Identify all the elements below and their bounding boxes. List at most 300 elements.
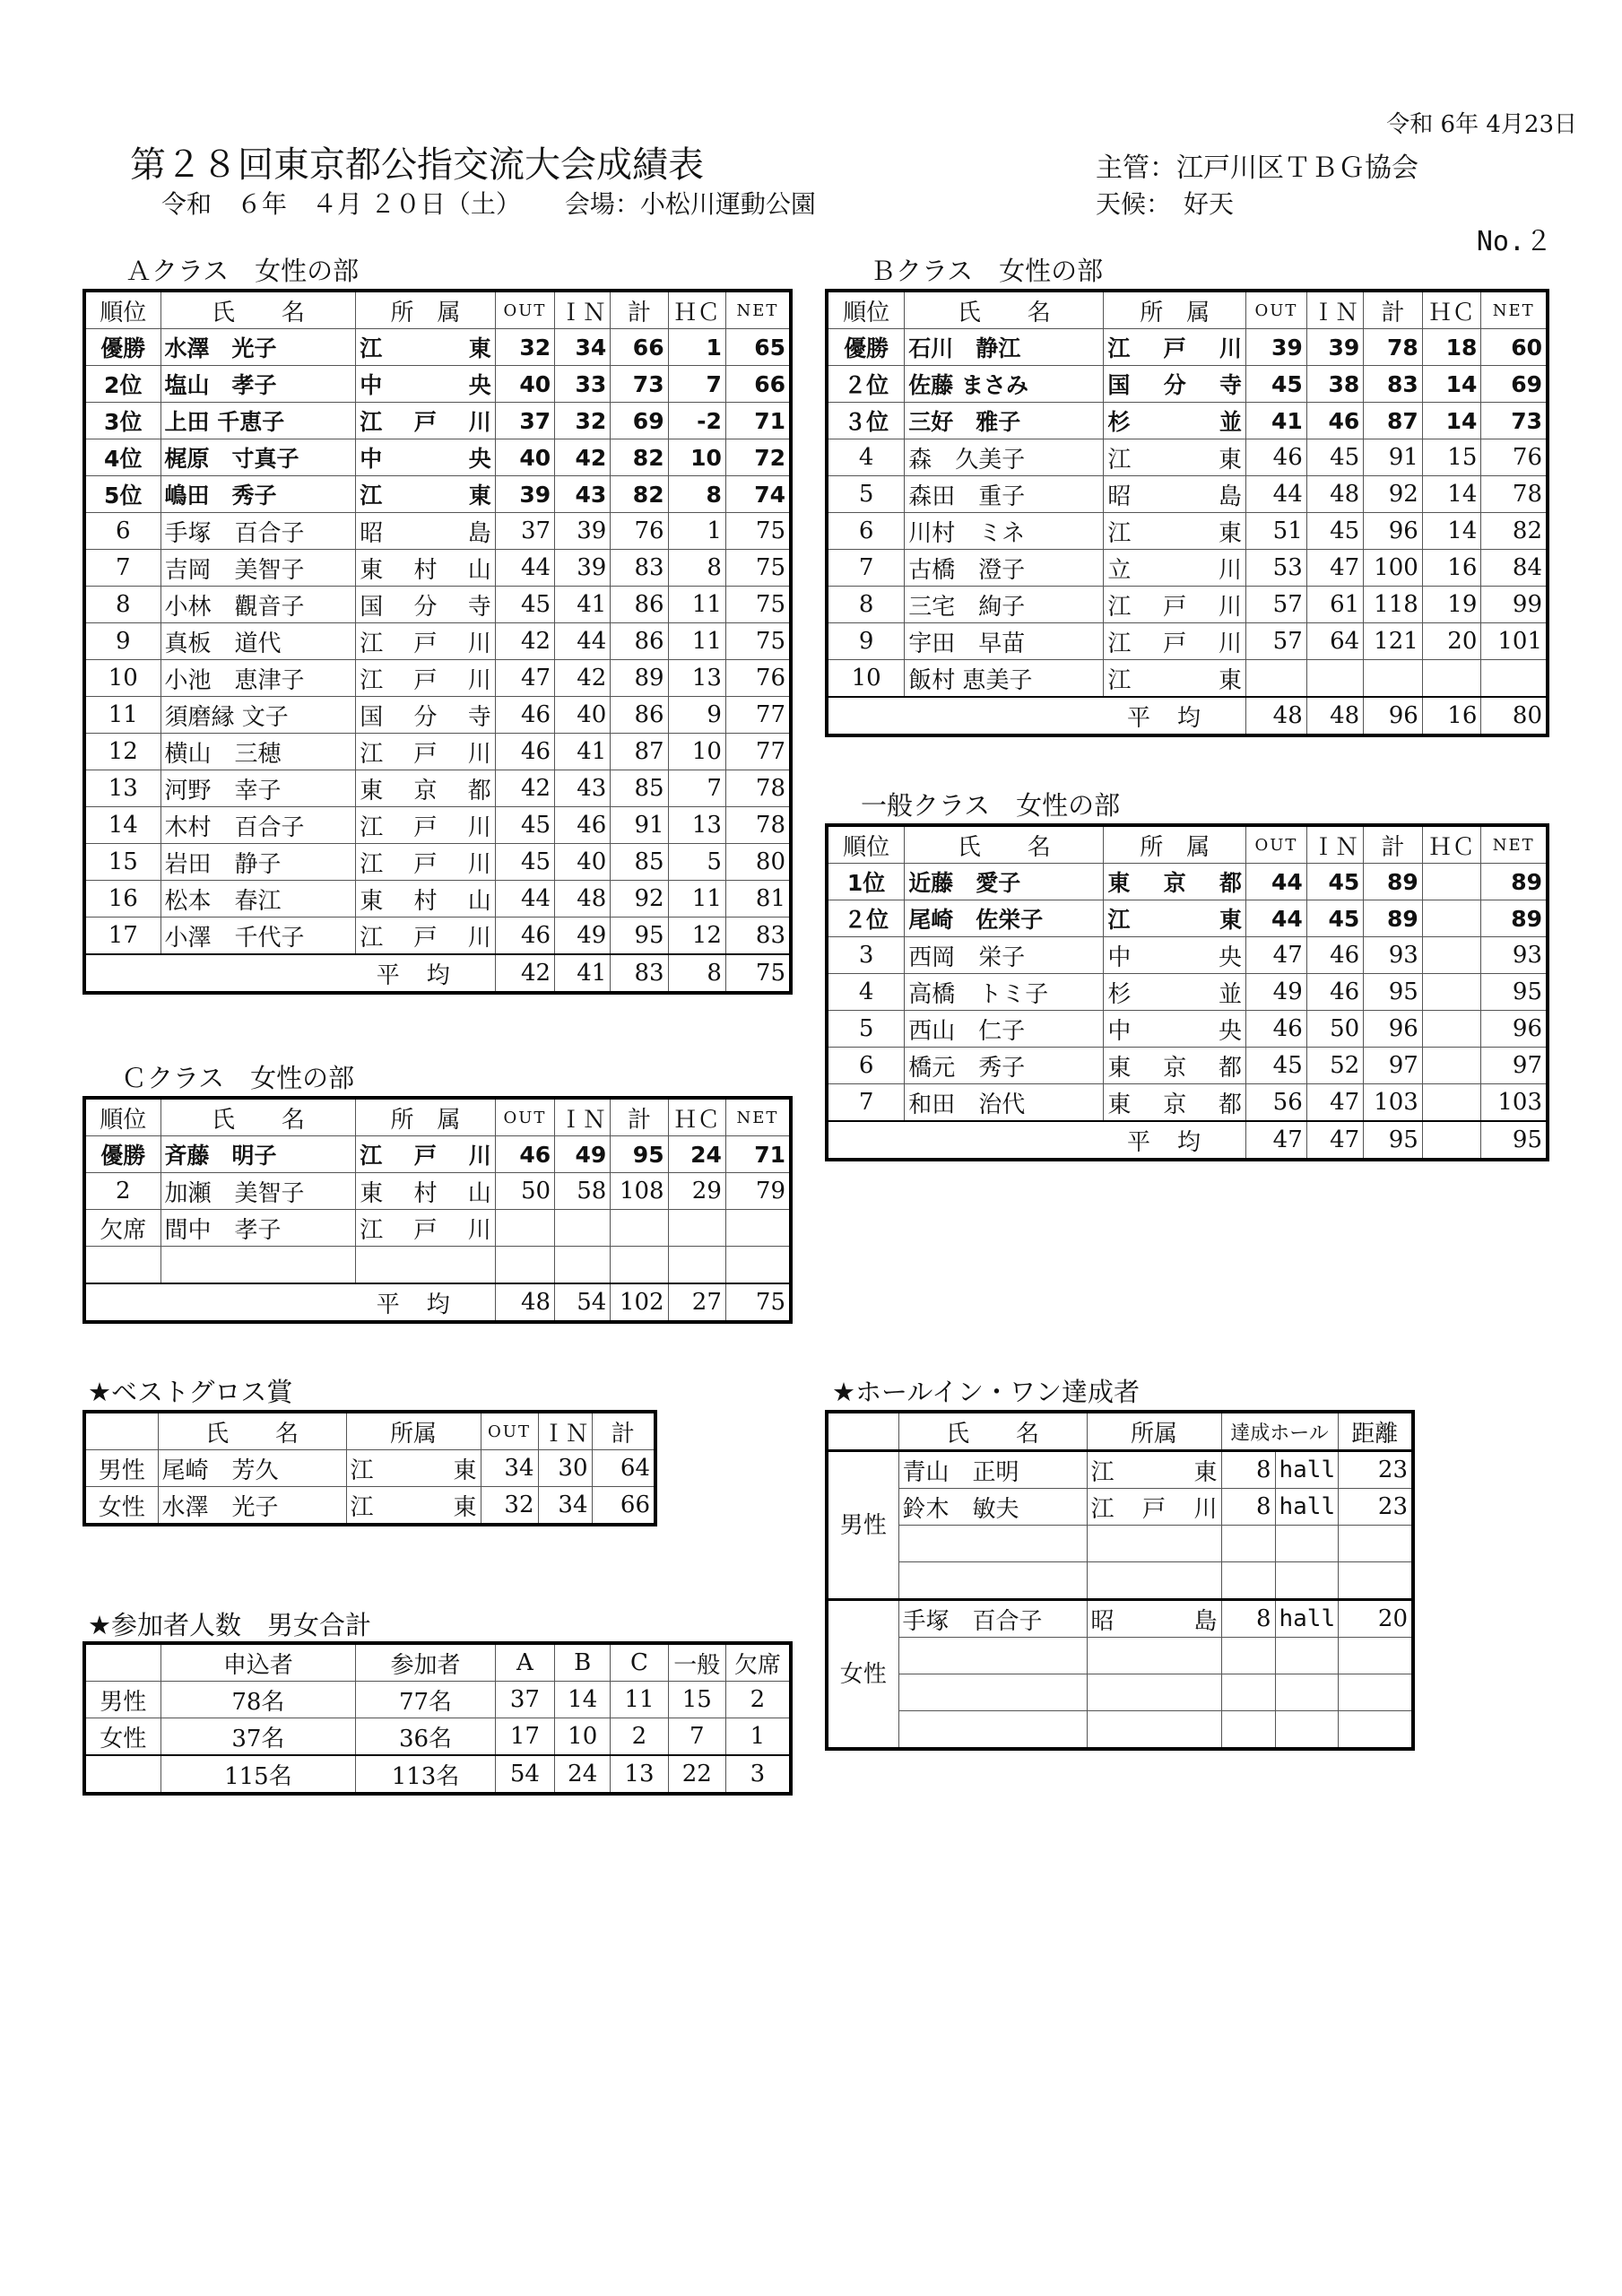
- cell-affiliation: 江 戸 川: [356, 623, 496, 660]
- cell-total: 83: [611, 550, 668, 587]
- cell-affiliation: 江 戸 川: [356, 918, 496, 955]
- cell-affiliation: 江 戸 川: [356, 660, 496, 697]
- table-row: [827, 1084, 1548, 1122]
- cell-affiliation: 昭 島: [1104, 476, 1246, 513]
- cell-in: 58: [555, 1173, 611, 1210]
- cell-hc: 14: [1422, 476, 1481, 513]
- male-label: 男性: [827, 1451, 898, 1600]
- cell-total: 91: [611, 807, 668, 844]
- cell-affiliation: 江 戸 川: [356, 734, 496, 770]
- cell-hole: [1221, 1638, 1275, 1674]
- cell-out: 45: [1246, 1048, 1307, 1084]
- column-header-total: 計: [1364, 825, 1423, 864]
- cell-affiliation: [1087, 1562, 1221, 1600]
- cell-name: [898, 1711, 1087, 1750]
- cell-in: 39: [555, 550, 611, 587]
- cell-total: 66: [611, 329, 668, 366]
- cell-rank: 9: [84, 623, 160, 660]
- cell-affiliation: 江 東: [1104, 900, 1246, 937]
- cell-net: 81: [725, 881, 791, 918]
- column-header-affiliation: 所属: [1087, 1412, 1221, 1451]
- table-row: [827, 476, 1548, 513]
- cell-in: 30: [538, 1450, 592, 1487]
- table-row: [84, 844, 791, 881]
- cell-out: 34: [481, 1450, 538, 1487]
- table-row: [827, 1451, 1413, 1489]
- average-in: 41: [555, 954, 611, 993]
- cell-hole: [1221, 1526, 1275, 1562]
- column-header-name: 氏 名: [905, 825, 1104, 864]
- cell-out: 45: [495, 587, 554, 623]
- cell-name: 小林 觀音子: [160, 587, 356, 623]
- column-header-net: NET: [1481, 291, 1548, 329]
- cell-participants: 113名: [356, 1755, 496, 1794]
- cell-in: 45: [1306, 864, 1363, 900]
- cell-name: 宇田 早苗: [905, 623, 1104, 660]
- cell-name: 西山 仁子: [905, 1011, 1104, 1048]
- cell-in: 38: [1306, 366, 1363, 403]
- cell-total: 86: [611, 697, 668, 734]
- cell-in: 42: [555, 660, 611, 697]
- cell-hole-unit: hall: [1275, 1489, 1338, 1526]
- cell-net: [725, 1247, 791, 1284]
- cell-hc: 10: [668, 439, 725, 476]
- cell-total: 85: [611, 770, 668, 807]
- table-row: [84, 366, 791, 403]
- cell-total: 73: [611, 366, 668, 403]
- average-label: 平均: [84, 1283, 495, 1322]
- cell-in: 47: [1306, 1084, 1363, 1122]
- cell-name: 橋元 秀子: [905, 1048, 1104, 1084]
- cell-affiliation: [1087, 1638, 1221, 1674]
- cell-net: 83: [725, 918, 791, 955]
- cell-affiliation: 東 村 山: [356, 1173, 496, 1210]
- column-header-out: OUT: [495, 291, 554, 329]
- cell-net: 84: [1481, 550, 1548, 587]
- cell-hole-unit: [1275, 1638, 1338, 1674]
- column-header-in: ＩＮ: [555, 1098, 611, 1136]
- cell-affiliation: 江 戸 川: [1104, 623, 1246, 660]
- cell-out: 37: [495, 513, 554, 550]
- average-net: 80: [1481, 697, 1548, 735]
- column-header-out: OUT: [495, 1098, 554, 1136]
- cell-name: 小池 恵津子: [160, 660, 356, 697]
- cell-name: 三宅 絢子: [905, 587, 1104, 623]
- average-out: 47: [1246, 1121, 1307, 1160]
- cell-hc: [1422, 864, 1481, 900]
- cell-in: 42: [555, 439, 611, 476]
- cell-rank: 2: [84, 1173, 160, 1210]
- cell-name: 加瀬 美智子: [160, 1173, 356, 1210]
- cell-hc: 10: [668, 734, 725, 770]
- cell-out: 42: [495, 770, 554, 807]
- cell-name: 森田 重子: [905, 476, 1104, 513]
- cell-general: 7: [668, 1718, 725, 1756]
- table-row: [84, 1136, 791, 1173]
- header-row: [84, 291, 791, 329]
- cell-out: 39: [1246, 329, 1307, 366]
- average-hc: 27: [668, 1283, 725, 1322]
- cell-hc: 29: [668, 1173, 725, 1210]
- average-row: [827, 697, 1548, 735]
- table-row: [84, 439, 791, 476]
- cell-hc: 8: [668, 476, 725, 513]
- cell-total: 85: [611, 844, 668, 881]
- cell-hc: 15: [1422, 439, 1481, 476]
- cell-in: 46: [1306, 937, 1363, 974]
- class-general-title: 一般クラス 女性の部: [861, 790, 1121, 821]
- cell-distance: 23: [1338, 1489, 1413, 1526]
- cell-in: 64: [1306, 623, 1363, 660]
- average-in: 54: [555, 1283, 611, 1322]
- table-row: [84, 1210, 791, 1247]
- table-row: [84, 881, 791, 918]
- average-net: 75: [725, 954, 791, 993]
- cell-general: 22: [668, 1755, 725, 1794]
- column-header-name: 氏 名: [160, 1098, 356, 1136]
- column-header-b: B: [555, 1643, 611, 1682]
- column-header-name: 氏 名: [905, 291, 1104, 329]
- cell-name: 木村 百合子: [160, 807, 356, 844]
- table-row: [84, 513, 791, 550]
- cell-hole: 8: [1221, 1600, 1275, 1638]
- cell-name: 嶋田 秀子: [160, 476, 356, 513]
- cell-rank: 6: [827, 513, 905, 550]
- cell-rank: 10: [84, 660, 160, 697]
- cell-name: 西岡 栄子: [905, 937, 1104, 974]
- cell-in: 43: [555, 770, 611, 807]
- cell-in: [1306, 660, 1363, 698]
- cell-net: 75: [725, 550, 791, 587]
- cell-gender: [84, 1755, 160, 1794]
- cell-hc: 5: [668, 844, 725, 881]
- cell-hole-unit: [1275, 1674, 1338, 1711]
- weather: 天候： 好天: [1096, 189, 1235, 219]
- table-row: [827, 403, 1548, 439]
- cell-affiliation: 江 東: [1087, 1451, 1221, 1489]
- table-row: [827, 329, 1548, 366]
- cell-net: 79: [725, 1173, 791, 1210]
- column-header-rank: 順位: [84, 1098, 160, 1136]
- cell-out: 47: [1246, 937, 1307, 974]
- cell-in: 61: [1306, 587, 1363, 623]
- cell-out: 47: [495, 660, 554, 697]
- column-header-name: 氏 名: [898, 1412, 1087, 1451]
- column-header-total: 計: [611, 291, 668, 329]
- hole-in-one-table: [825, 1410, 1415, 1751]
- cell-in: 44: [555, 623, 611, 660]
- column-header-affiliation: 所 属: [356, 291, 496, 329]
- cell-affiliation: 江 東: [346, 1487, 481, 1526]
- column-header-hc: ＨＣ: [668, 1098, 725, 1136]
- cell-gender: 女性: [84, 1487, 158, 1526]
- cell-name: [898, 1638, 1087, 1674]
- cell-total: [1364, 660, 1423, 698]
- cell-net: 73: [1481, 403, 1548, 439]
- cell-total: 89: [1364, 864, 1423, 900]
- cell-affiliation: 東 村 山: [356, 881, 496, 918]
- cell-net: 71: [725, 1136, 791, 1173]
- cell-affiliation: 東 京 都: [1104, 1084, 1246, 1122]
- best-gross-title: ★ベストグロス賞: [88, 1377, 293, 1407]
- cell-total: 83: [1364, 366, 1423, 403]
- cell-name: 塩山 孝子: [160, 366, 356, 403]
- cell-out: 41: [1246, 403, 1307, 439]
- average-in: 48: [1306, 697, 1363, 735]
- cell-net: [725, 1210, 791, 1247]
- table-row: [827, 623, 1548, 660]
- average-row: [84, 1283, 791, 1322]
- column-header-out: OUT: [1246, 291, 1307, 329]
- cell-rank: 14: [84, 807, 160, 844]
- cell-distance: 23: [1338, 1451, 1413, 1489]
- column-header-in: ＩＮ: [538, 1412, 592, 1450]
- cell-name: 近藤 愛子: [905, 864, 1104, 900]
- cell-hc: 9: [668, 697, 725, 734]
- cell-hc: 7: [668, 770, 725, 807]
- cell-hc: [1422, 974, 1481, 1011]
- cell-net: [1481, 660, 1548, 698]
- cell-net: 75: [725, 623, 791, 660]
- cell-out: 32: [481, 1487, 538, 1526]
- cell-total: 121: [1364, 623, 1423, 660]
- cell-hc: [1422, 660, 1481, 698]
- cell-rank: 6: [827, 1048, 905, 1084]
- cell-rank: 5位: [84, 476, 160, 513]
- cell-in: 34: [538, 1487, 592, 1526]
- cell-name: 河野 幸子: [160, 770, 356, 807]
- cell-name: 石川 静江: [905, 329, 1104, 366]
- cell-hc: [668, 1210, 725, 1247]
- cell-net: 96: [1481, 1011, 1548, 1048]
- cell-total: 97: [1364, 1048, 1423, 1084]
- cell-in: 52: [1306, 1048, 1363, 1084]
- cell-hole: [1221, 1711, 1275, 1750]
- page-number: No.２: [1476, 226, 1552, 257]
- cell-name: 飯村 恵美子: [905, 660, 1104, 698]
- cell-name: 和田 治代: [905, 1084, 1104, 1122]
- cell-net: 78: [725, 770, 791, 807]
- cell-hc: [1422, 1048, 1481, 1084]
- column-header-total: 計: [611, 1098, 668, 1136]
- cell-rank: 15: [84, 844, 160, 881]
- event-date-venue: [161, 185, 852, 221]
- cell-in: 41: [555, 587, 611, 623]
- cell-hc: [1422, 937, 1481, 974]
- cell-rank: 2位: [84, 366, 160, 403]
- cell-name: 高橋 トミ子: [905, 974, 1104, 1011]
- table-row: [84, 403, 791, 439]
- average-out: 48: [495, 1283, 554, 1322]
- cell-hc: 11: [668, 881, 725, 918]
- column-header-in: ＩＮ: [1306, 291, 1363, 329]
- table-row: [827, 439, 1548, 476]
- header-row: [827, 291, 1548, 329]
- cell-out: 44: [1246, 900, 1307, 937]
- table-row: [827, 1674, 1413, 1711]
- cell-net: 77: [725, 734, 791, 770]
- cell-out: 39: [495, 476, 554, 513]
- cell-in: 49: [555, 1136, 611, 1173]
- document-date: 令和 6年 4月23日: [1386, 111, 1577, 138]
- class-a-title: Ａクラス 女性の部: [126, 256, 360, 286]
- cell-out: 46: [495, 918, 554, 955]
- cell-affiliation: 東 村 山: [356, 550, 496, 587]
- cell-affiliation: 中 央: [356, 439, 496, 476]
- column-header-net: NET: [725, 1098, 791, 1136]
- cell-hc: -2: [668, 403, 725, 439]
- cell-hole-unit: [1275, 1562, 1338, 1600]
- cell-rank: 4位: [84, 439, 160, 476]
- cell-hc: 11: [668, 623, 725, 660]
- cell-name: 真板 道代: [160, 623, 356, 660]
- average-hc: 16: [1422, 697, 1481, 735]
- cell-name: 尾崎 芳久: [158, 1450, 346, 1487]
- cell-out: [495, 1247, 554, 1284]
- column-header-gender: [84, 1412, 158, 1450]
- cell-distance: 20: [1338, 1600, 1413, 1638]
- cell-out: 44: [495, 881, 554, 918]
- cell-a: 54: [495, 1755, 554, 1794]
- cell-in: 46: [555, 807, 611, 844]
- event-venue: 会場：小松川運動公園: [564, 189, 816, 219]
- cell-rank: 5: [827, 476, 905, 513]
- cell-total: 91: [1364, 439, 1423, 476]
- cell-net: 75: [725, 513, 791, 550]
- cell-hole-unit: hall: [1275, 1600, 1338, 1638]
- cell-affiliation: 江 戸 川: [356, 807, 496, 844]
- cell-hc: 20: [1422, 623, 1481, 660]
- cell-total: 93: [1364, 937, 1423, 974]
- column-header-applicants: 申込者: [160, 1643, 356, 1682]
- column-header-name: 氏 名: [158, 1412, 346, 1450]
- cell-in: 45: [1306, 900, 1363, 937]
- cell-net: 93: [1481, 937, 1548, 974]
- cell-out: 57: [1246, 587, 1307, 623]
- cell-rank: 欠席: [84, 1210, 160, 1247]
- female-label: 女性: [827, 1600, 898, 1750]
- cell-distance: [1338, 1674, 1413, 1711]
- cell-out: 46: [1246, 439, 1307, 476]
- class-b-table: [825, 289, 1549, 737]
- table-row: [84, 1450, 655, 1487]
- cell-net: 89: [1481, 864, 1548, 900]
- cell-name: 佐藤 まさみ: [905, 366, 1104, 403]
- cell-total: [611, 1247, 668, 1284]
- cell-out: 46: [495, 697, 554, 734]
- column-header-hole: 達成ホール: [1221, 1412, 1338, 1451]
- table-row: [84, 734, 791, 770]
- participants-title: ★参加者人数 男女合計: [88, 1610, 371, 1640]
- cell-rank: 11: [84, 697, 160, 734]
- cell-out: 50: [495, 1173, 554, 1210]
- cell-name: [160, 1247, 356, 1284]
- cell-rank: 6: [84, 513, 160, 550]
- cell-gender: 男性: [84, 1450, 158, 1487]
- cell-in: 39: [1306, 329, 1363, 366]
- cell-out: 44: [1246, 864, 1307, 900]
- cell-name: 古橋 澄子: [905, 550, 1104, 587]
- cell-in: [555, 1210, 611, 1247]
- table-row: [84, 918, 791, 955]
- cell-total: 66: [592, 1487, 655, 1526]
- cell-affiliation: 江 戸 川: [1087, 1489, 1221, 1526]
- cell-rank: 7: [827, 550, 905, 587]
- cell-name: 小澤 千代子: [160, 918, 356, 955]
- cell-total: 118: [1364, 587, 1423, 623]
- cell-net: 89: [1481, 900, 1548, 937]
- class-a-table: [82, 289, 793, 995]
- cell-rank: 優勝: [84, 329, 160, 366]
- cell-in: 48: [1306, 476, 1363, 513]
- average-label: 平均: [827, 1121, 1246, 1160]
- cell-c: 2: [611, 1718, 668, 1756]
- cell-name: 梶原 寸真子: [160, 439, 356, 476]
- class-b-title: Ｂクラス 女性の部: [870, 256, 1104, 286]
- cell-hc: [1422, 900, 1481, 937]
- table-row: [84, 1487, 655, 1526]
- average-out: 42: [495, 954, 554, 993]
- cell-out: 46: [495, 734, 554, 770]
- cell-name: 森 久美子: [905, 439, 1104, 476]
- table-row: [84, 329, 791, 366]
- cell-affiliation: 昭 島: [1087, 1600, 1221, 1638]
- cell-b: 14: [555, 1682, 611, 1718]
- cell-total: 86: [611, 623, 668, 660]
- average-total: 102: [611, 1283, 668, 1322]
- cell-general: 15: [668, 1682, 725, 1718]
- cell-name: 鈴木 敏夫: [898, 1489, 1087, 1526]
- cell-affiliation: 江 戸 川: [1104, 587, 1246, 623]
- cell-net: 71: [725, 403, 791, 439]
- cell-distance: [1338, 1638, 1413, 1674]
- cell-net: 78: [725, 807, 791, 844]
- cell-out: 45: [1246, 366, 1307, 403]
- cell-name: 手塚 百合子: [160, 513, 356, 550]
- cell-out: 49: [1246, 974, 1307, 1011]
- average-label: 平均: [84, 954, 495, 993]
- average-total: 95: [1364, 1121, 1423, 1160]
- cell-total: 87: [1364, 403, 1423, 439]
- cell-total: 108: [611, 1173, 668, 1210]
- cell-net: 101: [1481, 623, 1548, 660]
- column-header-distance: 距離: [1338, 1412, 1413, 1451]
- table-row: [827, 1711, 1413, 1750]
- cell-out: 37: [495, 403, 554, 439]
- cell-affiliation: 江 戸 川: [356, 1210, 496, 1247]
- header-row: [84, 1643, 791, 1682]
- cell-affiliation: 東 京 都: [356, 770, 496, 807]
- cell-hc: 12: [668, 918, 725, 955]
- column-header-rank: 順位: [827, 825, 905, 864]
- class-general-table: [825, 823, 1549, 1161]
- cell-c: 13: [611, 1755, 668, 1794]
- cell-total: 87: [611, 734, 668, 770]
- cell-participants: 36名: [356, 1718, 496, 1756]
- header-row: [827, 1412, 1413, 1451]
- cell-total: [611, 1210, 668, 1247]
- cell-hole: 8: [1221, 1451, 1275, 1489]
- cell-total: 89: [1364, 900, 1423, 937]
- cell-rank: 1位: [827, 864, 905, 900]
- cell-net: 76: [1481, 439, 1548, 476]
- table-row: [84, 1247, 791, 1284]
- cell-net: 95: [1481, 974, 1548, 1011]
- cell-hc: 24: [668, 1136, 725, 1173]
- cell-affiliation: 杉 並: [1104, 974, 1246, 1011]
- average-out: 48: [1246, 697, 1307, 735]
- cell-name: 青山 正明: [898, 1451, 1087, 1489]
